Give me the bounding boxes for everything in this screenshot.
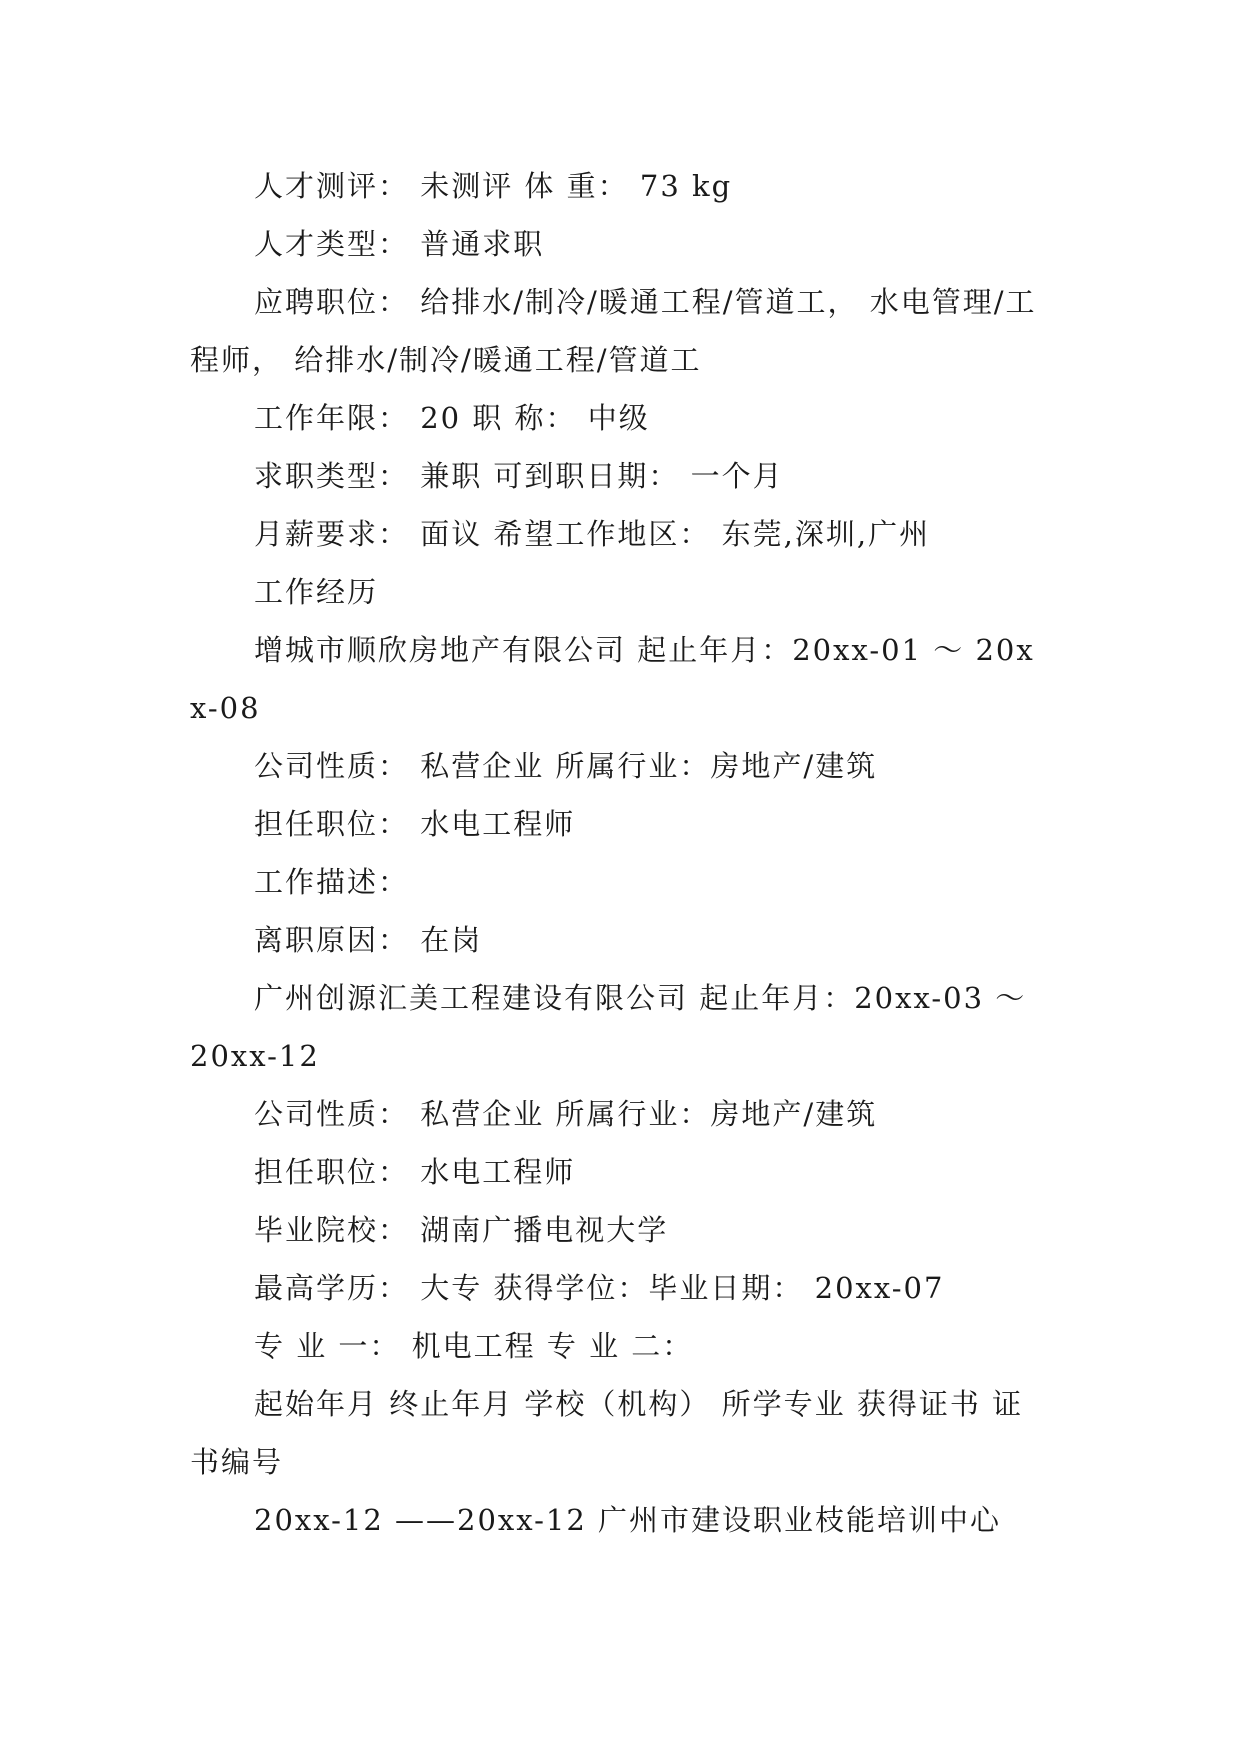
employer-1-description-line: 工作描述： (254, 865, 410, 899)
resume-body (190, 157, 1050, 1549)
training-row-line: 20xx-12 ——20xx-12 广州市建设职业枝能培训中心 (254, 1503, 1002, 1537)
employer-1-nature-line: 公司性质： 私营企业 所属行业：房地产/建筑 (254, 749, 878, 783)
employer-2-position-line: 担任职位： 水电工程师 (254, 1155, 576, 1189)
talent-type-line: 人才类型： 普通求职 (254, 227, 545, 261)
education-line: 最高学历： 大专 获得学位：毕业日期： 20xx-07 (254, 1271, 945, 1305)
employer-2-nature-line: 公司性质： 私营企业 所属行业：房地产/建筑 (254, 1097, 878, 1131)
employer-1-position-line: 担任职位： 水电工程师 (254, 807, 576, 841)
work-history-heading: 工作经历 (254, 575, 379, 609)
work-years-line: 工作年限： 20 职 称： 中级 (254, 401, 650, 435)
major-line: 专 业 一： 机电工程 专 业 二： (254, 1329, 694, 1363)
job-type-line: 求职类型： 兼职 可到职日期： 一个月 (254, 459, 784, 493)
school-line: 毕业院校： 湖南广播电视大学 (254, 1213, 669, 1247)
employer-1-line: 增城市顺欣房地产有限公司 起止年月：20xx-01 ～ 20xx-08 (190, 633, 1035, 725)
applied-position-line: 应聘职位： 给排水/制冷/暖通工程/管道工， 水电管理/工程师， 给排水/制冷/暖通工程/管道工 (190, 285, 1037, 377)
training-header-line: 起始年月 终止年月 学校（机构） 所学专业 获得证书 证书编号 (190, 1387, 1024, 1479)
employer-2-line: 广州创源汇美工程建设有限公司 起止年月：20xx-03 ～ 20xx-12 (190, 981, 1027, 1073)
salary-line: 月薪要求： 面议 希望工作地区： 东莞,深圳,广州 (254, 517, 931, 551)
talent-assessment-line: 人才测评： 未测评 体 重： 73 kg (254, 169, 733, 203)
employer-1-leave-reason-line: 离职原因： 在岗 (254, 923, 483, 957)
